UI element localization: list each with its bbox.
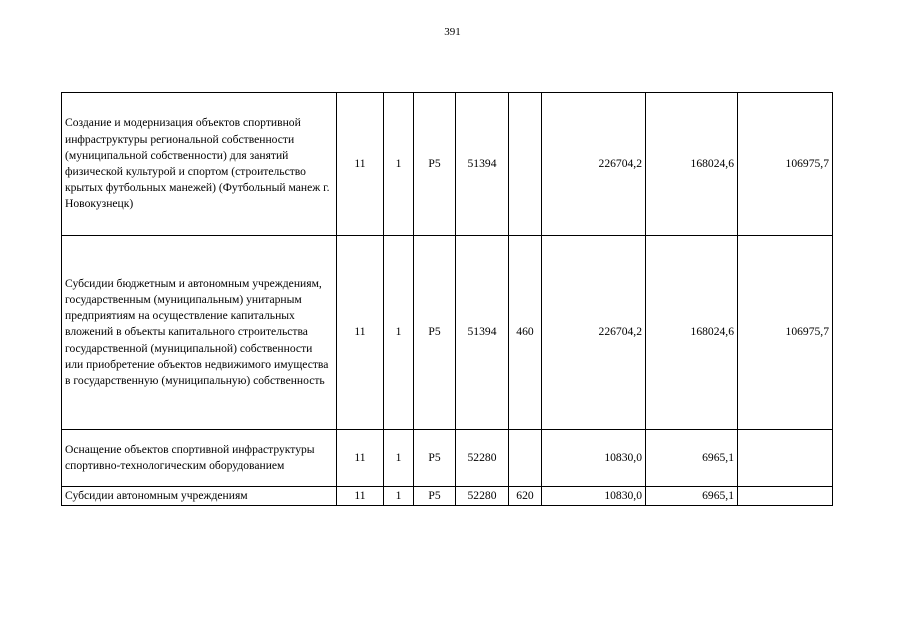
row-amount-3 — [738, 430, 833, 487]
row-expense-type: 620 — [509, 487, 542, 506]
row-expense-type — [509, 93, 542, 236]
row-section: 11 — [337, 487, 384, 506]
row-description: Оснащение объектов спортивной инфраструктуры спортивно-технологическим оборудованием — [62, 430, 337, 487]
row-amount-2: 6965,1 — [646, 430, 738, 487]
row-description: Субсидии автономным учреждениям — [62, 487, 337, 506]
row-description: Создание и модернизация объектов спортивной инфраструктуры региональной собственности (муниципальной собственности) для занятий физической культурой и спортом (строительство крытых футбольных манежей) (Футбольный манеж г. Новокузнецк) — [62, 93, 337, 236]
row-amount-1: 226704,2 — [542, 236, 646, 430]
row-amount-1: 10830,0 — [542, 487, 646, 506]
row-amount-3: 106975,7 — [738, 236, 833, 430]
row-amount-3 — [738, 487, 833, 506]
page-number: 391 — [444, 26, 461, 38]
row-subsection: 1 — [384, 93, 414, 236]
row-section: 11 — [337, 236, 384, 430]
row-amount-2: 168024,6 — [646, 93, 738, 236]
row-expense-type — [509, 430, 542, 487]
row-program: Р5 — [414, 93, 456, 236]
row-expense-type: 460 — [509, 236, 542, 430]
row-program: Р5 — [414, 236, 456, 430]
row-subsection: 1 — [384, 430, 414, 487]
table-row — [62, 487, 833, 506]
row-amount-2: 168024,6 — [646, 236, 738, 430]
table-row — [62, 430, 833, 487]
row-amount-3: 106975,7 — [738, 93, 833, 236]
row-description: Субсидии бюджетным и автономным учреждениям, государственным (муниципальным) унитарным предприятиям на осуществление капитальных вложений в объекты капитального строительства государственной (муниципальной) собственности или приобретение объектов недвижимого имущества в государственную (муниципальную) собственность — [62, 236, 337, 430]
row-subsection: 1 — [384, 487, 414, 506]
row-code: 52280 — [456, 487, 509, 506]
table-row — [62, 236, 833, 430]
budget-table — [61, 92, 833, 506]
row-amount-1: 226704,2 — [542, 93, 646, 236]
row-amount-1: 10830,0 — [542, 430, 646, 487]
row-subsection: 1 — [384, 236, 414, 430]
row-code: 51394 — [456, 236, 509, 430]
row-section: 11 — [337, 430, 384, 487]
row-section: 11 — [337, 93, 384, 236]
row-code: 51394 — [456, 93, 509, 236]
row-code: 52280 — [456, 430, 509, 487]
row-program: Р5 — [414, 430, 456, 487]
row-amount-2: 6965,1 — [646, 487, 738, 506]
row-program: Р5 — [414, 487, 456, 506]
table-row — [62, 93, 833, 236]
